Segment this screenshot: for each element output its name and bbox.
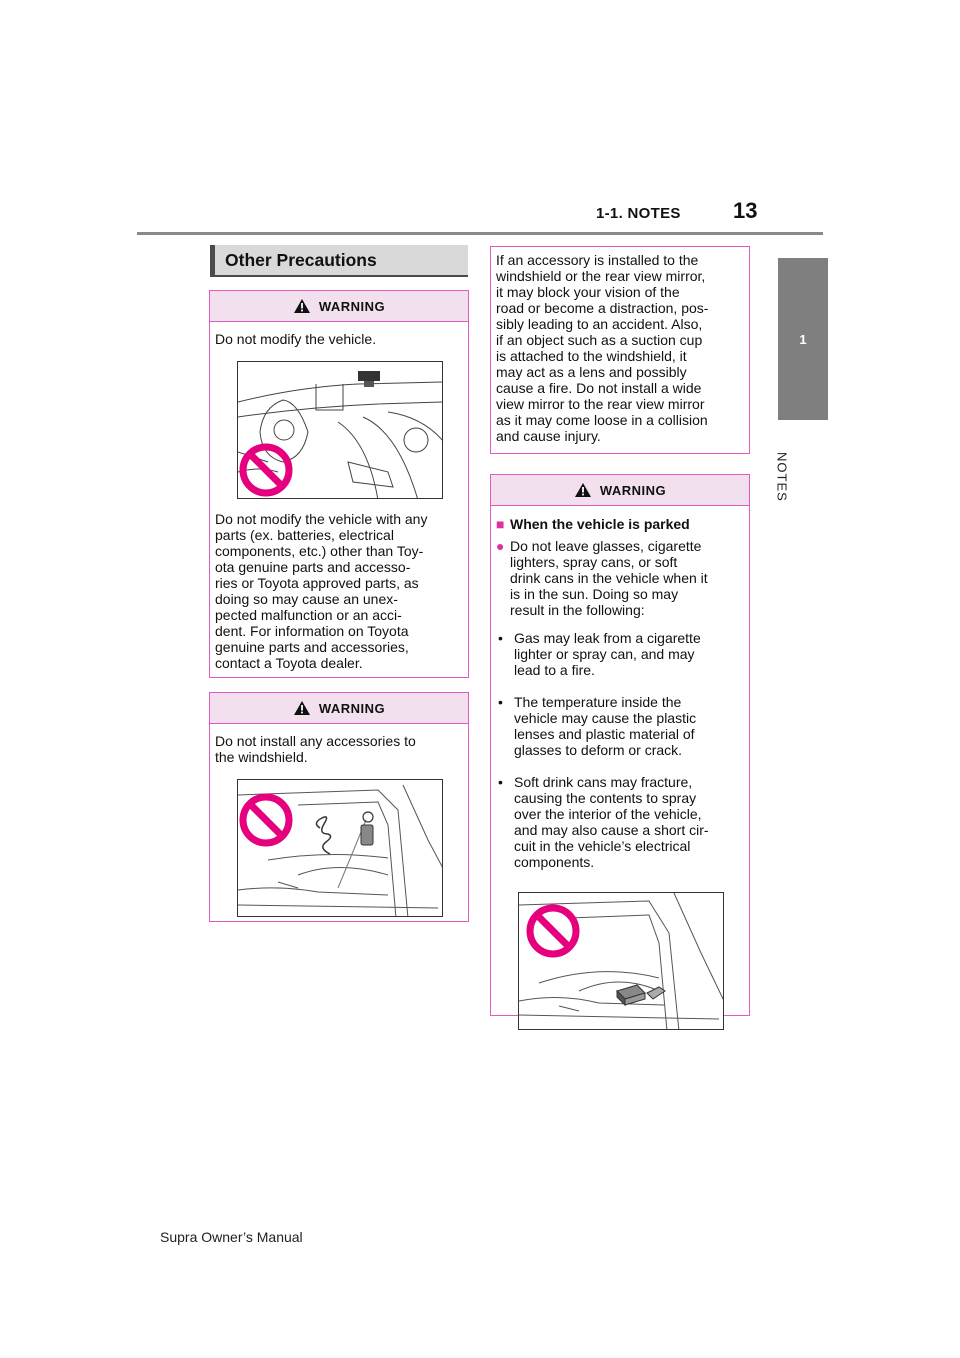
illustration-dashboard [237,361,443,499]
page-number: 13 [733,198,758,223]
warning-triangle-icon [574,482,592,498]
chapter-side-label: NOTES [774,452,790,502]
chapter-tab [778,258,828,420]
chapter-number: 1 [799,331,807,347]
footer-manual-title: Supra Owner’s Manual [160,1229,303,1245]
warning-box-parked [490,474,750,1016]
bullet-marker: • [498,694,503,710]
bullet-marker: • [498,774,503,790]
warning-box-modify [209,290,469,678]
dot-marker: ● [496,538,505,554]
warning-triangle-icon [293,700,311,716]
list-item [496,538,749,624]
prohibition-icon [243,797,289,843]
warning-title: WARNING [599,482,667,498]
warning-box-continued [490,246,750,454]
continued-warning-text: If an accessory is installed to the windshield or the rear view mirror, it may block your vision of the road or become a distraction, pos- sibly leading to an accident. Also, if an object such as a suction cup is attached to the windshield, it may act as a lens and possibly cause a fire. Do not install a wide view mirror to the rear view mirror as it may come loose in a collision and cause injury. [496,252,709,444]
sub-list-item-text: The temperature inside the vehicle may cause the plastic lenses and plastic material of glasses to deform or crack. [514,694,697,758]
prohibition-icon [243,447,289,493]
prohibition-icon [530,908,576,954]
warning-header [210,693,468,724]
sub-list-item-text: Soft drink cans may fracture, causing the contents to spray over the interior of the vehicle, and may also cause a short cir- cuit in the vehicle’s electrical components. [514,774,709,870]
warning-text-detail: Do not modify the vehicle with any parts (ex. batteries, electrical components, etc.) other than Toy- ota genuine parts and accesso- ries or Toyota approved parts, as doing so may cause an unex- pected malfunction or an acci- dent. For information on Toyota genuine parts and accessories, contact a Toyota dealer. [215,511,428,671]
running-header-section: 1-1. NOTES [596,205,681,222]
warning-header [491,475,749,506]
sub-list-item [496,694,749,764]
subheading [496,516,749,532]
warning-text: Do not modify the vehicle. [215,331,377,347]
warning-box-windshield [209,692,469,922]
warning-header [210,291,468,322]
warning-title: WARNING [318,700,386,716]
bullet-marker: • [498,630,503,646]
list-item-text: Do not leave glasses, cigarette lighters, spray cans, or soft drink cans in the vehicle when it is in the sun. Doing so may result in the following: [510,538,708,618]
header-rule [137,232,823,235]
sub-list-item-text: Gas may leak from a cigarette lighter or spray can, and may lead to a fire. [514,630,701,678]
sub-list-item [496,630,749,684]
illustration-windshield [237,779,443,917]
square-marker: ■ [496,516,505,532]
warning-text: Do not install any accessories to the windshield. [215,733,416,765]
warning-triangle-icon [293,298,311,314]
subheading-text: When the vehicle is parked [510,516,690,532]
section-title: Other Precautions [210,245,468,277]
warning-title: WARNING [318,298,386,314]
illustration-parked-items [518,892,724,1030]
sub-list-item [496,774,749,876]
